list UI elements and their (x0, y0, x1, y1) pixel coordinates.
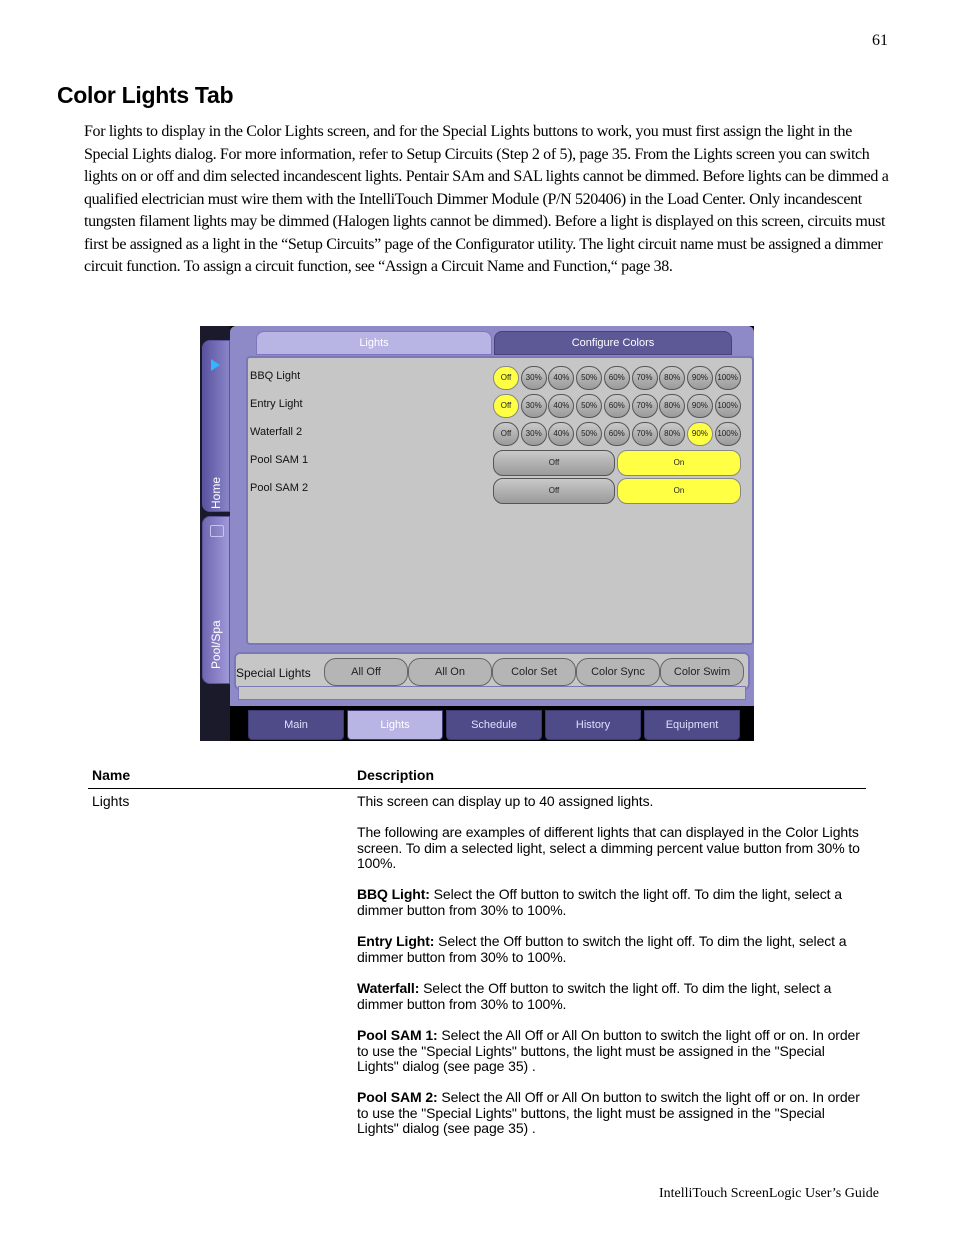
dimmer-button[interactable]: 60% (604, 422, 630, 446)
desc-p2: The following are examples of different lights that can displayed in the Color Lights screen. To dim a selected light, select a dimming percent value button from 30% to 100%. (357, 824, 860, 871)
dimmer-button[interactable]: Off (493, 366, 519, 390)
dimmer-button[interactable]: 80% (659, 366, 685, 390)
lights-screenshot (200, 326, 754, 741)
dimmer-button[interactable]: 40% (548, 394, 574, 418)
desc-item-label: Pool SAM 2: (357, 1089, 438, 1105)
desc-item-label: Entry Light: (357, 933, 435, 949)
side-tab-pool-spa[interactable] (202, 516, 230, 684)
dimmer-button[interactable]: 40% (548, 422, 574, 446)
lights-list (246, 356, 754, 645)
desc-item-label: BBQ Light: (357, 886, 430, 902)
light-off-button[interactable]: Off (493, 478, 615, 504)
dimmer-button[interactable]: 90% (687, 422, 713, 446)
light-name: Entry Light (250, 398, 303, 410)
color-swim-button[interactable]: Color Swim (660, 658, 744, 686)
dimmer-button[interactable]: 60% (604, 366, 630, 390)
col-header-name: Name (92, 767, 131, 783)
dimmer-button[interactable]: 30% (521, 366, 547, 390)
side-tab-home[interactable] (202, 340, 230, 512)
dimmer-button[interactable]: Off (493, 394, 519, 418)
dimmer-button[interactable]: 80% (659, 422, 685, 446)
side-tab-pool-spa-label: Pool/Spa (209, 620, 223, 669)
header-rule (88, 788, 866, 789)
dimmer-button[interactable]: 90% (687, 394, 713, 418)
dimmer-button[interactable]: 100% (715, 394, 741, 418)
dimmer-button[interactable]: 70% (632, 422, 658, 446)
row-name: Lights (92, 793, 130, 809)
dimmer-button[interactable]: 50% (576, 366, 602, 390)
light-on-button[interactable]: On (617, 478, 741, 504)
side-tab-home-label: Home (209, 476, 223, 509)
intro-paragraph: For lights to display in the Color Lights screen, and for the Special Lights buttons to work, you must first assign the light in the Special Lights dialog. For more information, refer to Setup Circuits (Step 2 of 5), page 35. From the Lights screen you can switch lights on or off and dim selected incandescent lights. Pentair SAm and SAL lights cannot be dimmed. Before lights can be dimmed a qualified electrician must wire them with the IntelliTouch Dimmer Module (P/N 520406) in the Load Center. Only incandescent tungsten filament lights may be dimmed (Halogen lights cannot be dimmed). Before a light is displayed on this screen, circuits must first be assigned as a light in the “Setup Circuits” page of the Configurator utility. The light circuit name must be assigned a dimmer circuit function. To assign a circuit function, see “Assign a Circuit Name and Function,“ page 38. (84, 123, 889, 275)
special-lights-bar (234, 652, 750, 690)
light-on-button[interactable]: On (617, 450, 741, 476)
tab-lights[interactable]: Lights (256, 331, 492, 355)
dimmer-button[interactable]: 90% (687, 366, 713, 390)
desc-item-label: Pool SAM 1: (357, 1027, 438, 1043)
desc-item (357, 934, 862, 965)
tab-equipment[interactable]: Equipment (644, 710, 740, 740)
status-bar (238, 686, 746, 700)
lights-panel (230, 326, 754, 706)
dimmer-button[interactable]: 70% (632, 366, 658, 390)
tab-configure-colors[interactable]: Configure Colors (494, 331, 732, 355)
tab-lights-bottom[interactable]: Lights (347, 710, 443, 740)
light-name: Pool SAM 2 (250, 482, 309, 494)
dimmer-button[interactable]: 70% (632, 394, 658, 418)
tab-main[interactable]: Main (248, 710, 344, 740)
desc-item-text: Select the All Off or All On button to switch the light off or on. In order to use the "Special Lights" buttons, the light must be assigned in the "Special Lights" dialog (see page 35) . (357, 1027, 860, 1074)
bottom-nav (230, 706, 754, 741)
page-number: 61 (872, 32, 888, 49)
tab-schedule[interactable]: Schedule (446, 710, 542, 740)
desc-item (357, 1090, 862, 1137)
light-off-button[interactable]: Off (493, 450, 615, 476)
dimmer-button[interactable]: 50% (576, 422, 602, 446)
dimmer-button[interactable]: 50% (576, 394, 602, 418)
col-header-description: Description (357, 767, 435, 783)
page-footer: IntelliTouch ScreenLogic User’s Guide (659, 1186, 879, 1201)
desc-item-text: Select the Off button to switch the light off. To dim the light, select a dimmer button from 30% to 100%. (357, 933, 847, 965)
pool-icon (210, 525, 224, 537)
dimmer-button[interactable]: Off (493, 422, 519, 446)
color-set-button[interactable]: Color Set (492, 658, 576, 686)
all-off-button[interactable]: All Off (324, 658, 408, 686)
dimmer-button[interactable]: 100% (715, 366, 741, 390)
dimmer-button[interactable]: 30% (521, 422, 547, 446)
light-name: Waterfall 2 (250, 426, 303, 438)
desc-item (357, 981, 862, 1012)
color-sync-button[interactable]: Color Sync (576, 658, 660, 686)
desc-item (357, 887, 862, 918)
desc-item-text: Select the Off button to switch the light off. To dim the light, select a dimmer button from 30% to 100%. (357, 980, 832, 1012)
section-heading: Color Lights Tab (57, 82, 234, 108)
desc-item (357, 1028, 862, 1075)
dimmer-button[interactable]: 60% (604, 394, 630, 418)
tab-history[interactable]: History (545, 710, 641, 740)
desc-item-text: Select the All Off or All On button to switch the light off or on. In order to use the "Special Lights" buttons, the light must be assigned in the "Special Lights" dialog (see page 35) . (357, 1089, 860, 1136)
all-on-button[interactable]: All On (408, 658, 492, 686)
dimmer-button[interactable]: 40% (548, 366, 574, 390)
desc-item-label: Waterfall: (357, 980, 420, 996)
light-name: BBQ Light (250, 370, 301, 382)
side-nav (200, 326, 230, 741)
dimmer-button[interactable]: 80% (659, 394, 685, 418)
desc-item-text: Select the Off button to switch the light off. To dim the light, select a dimmer button from 30% to 100%. (357, 886, 842, 918)
dimmer-button[interactable]: 30% (521, 394, 547, 418)
special-lights-label: Special Lights (236, 666, 311, 680)
light-name: Pool SAM 1 (250, 454, 309, 466)
desc-p1: This screen can display up to 40 assigned lights. (357, 793, 654, 809)
arrow-icon (211, 359, 220, 371)
dimmer-button[interactable]: 100% (715, 422, 741, 446)
